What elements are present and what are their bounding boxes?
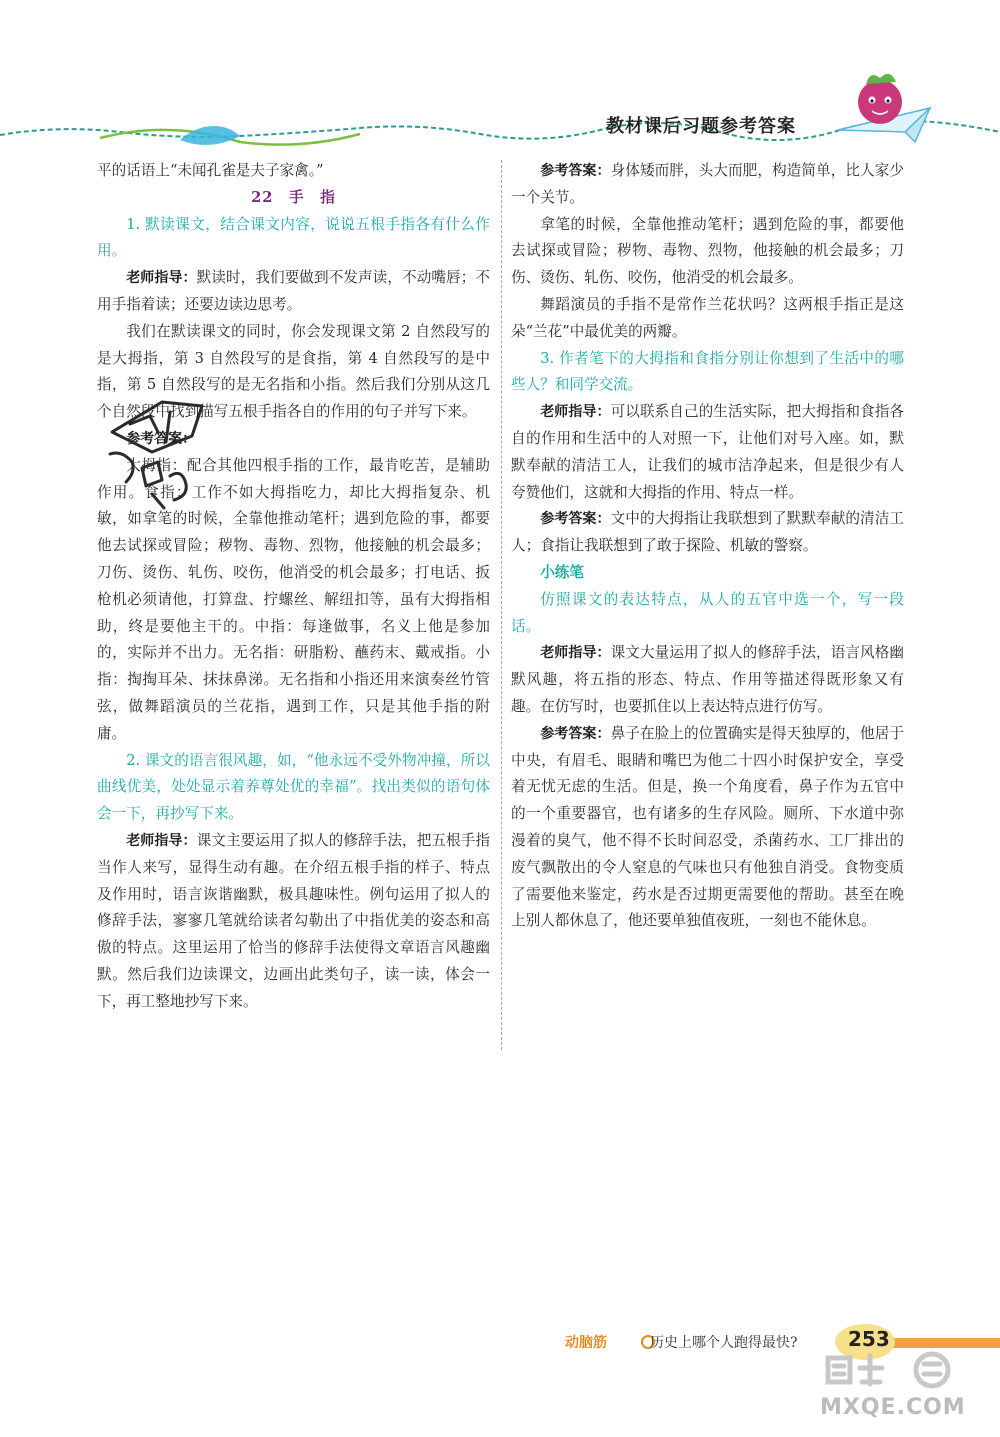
reference-answer — [511, 506, 904, 560]
guidance-text: 课文大量运用了拟人的修辞手法，语言风格幽默风趣，将五指的形态、特点、作用等描述得既形象又有趣。在仿写时，也要抓住以上表达特点进行仿写。 — [511, 644, 904, 715]
paragraph: 大拇指：配合其他四根手指的工作，最肯吃苦，是辅助作用。食指：工作不如大拇指吃力，却比大拇指复杂、机敏，如拿笔的时候，全靠他推动笔杆；遇到危险的事，都要他去试探或冒险；秽物、毒物、烈物，他接触的机会最多；刀伤、烫伤、轧伤、咬伤，他消受的机会最多；打电话、扳枪机必须请他，打算盘、拧螺丝、解纽扣等，虽有大拇指相助，终是要他主干的。中指：每逢做事，名义上他是参加的，实际并不出力。无名指：研脂粉、蘸药末、戴戒指。小指：掏掏耳朵、抹抹鼻涕。无名指和小指还用来演奏丝竹管弦，做舞蹈演员的兰花指，遇到工作，只是其他手指的附庸。 — [97, 456, 490, 742]
label-teacher-guidance: 老师指导： — [540, 404, 611, 421]
leaf-icon — [180, 126, 240, 145]
label-teacher-guidance: 老师指导： — [126, 270, 197, 287]
guidance-text: 可以联系自己的生活实际，把大拇指和食指各自的作用和生活中的人对照一下，让他们对号入座。如，默默奉献的清洁工人，让我们的城市洁净起来，但是很少有人夸赞他们，这就和大拇指的作用、特点一样。 — [511, 403, 904, 501]
page-number: 253 — [848, 1327, 890, 1351]
watermark-logo-icon — [820, 1348, 970, 1390]
footer-brain-label: 动脑筋 — [565, 1335, 607, 1351]
handwritten-stamp-icon — [92, 372, 242, 522]
right-column — [511, 158, 904, 935]
paragraph: 拿笔的时候，全靠他推动笔杆；遇到危险的事，都要他去试探或冒险；秽物、毒物、烈物，他接触的机会最多；刀伤、烫伤、轧伤、咬伤，他消受的机会最多。 — [511, 215, 904, 287]
teacher-guidance — [511, 640, 904, 720]
watermark-url: MXQE.COM — [820, 1395, 966, 1420]
header-title: 教材课后习题参考答案 — [606, 116, 796, 137]
exercise-question: 3. 作者笔下的大拇指和食指分别让你想到了生活中的哪些人？和同学交流。 — [511, 349, 904, 394]
header-wave-decoration — [0, 70, 1000, 160]
label-teacher-guidance: 老师指导： — [540, 645, 611, 662]
section-title: 22 手 指 — [251, 188, 336, 206]
label-teacher-guidance: 老师指导： — [126, 832, 197, 849]
subheading: 小练笔 — [540, 563, 584, 581]
guidance-text: 默读时，我们要做到不发声读，不动嘴唇；不用手指着读；还要边读边思考。 — [97, 269, 490, 313]
column-divider — [501, 160, 502, 1050]
exercise-question: 2. 课文的语言很风趣，如，“他永远不受外物冲撞，所以曲线优美，处处显示着养尊处优的幸福”。找出类似的语句体会一下，再抄写下来。 — [97, 751, 490, 823]
reference-answer — [511, 158, 904, 212]
reference-answer — [511, 721, 904, 935]
footer-bar — [890, 1338, 1000, 1348]
teacher-guidance — [97, 828, 490, 1016]
cartoon-mascot-icon — [858, 80, 902, 124]
exercise-question: 1. 默读课文，结合课文内容，说说五根手指各有什么作用。 — [97, 215, 490, 260]
label-reference-answer: 参考答案： — [540, 163, 611, 179]
label-reference-answer: 参考答案： — [540, 725, 611, 742]
guidance-text: 课文主要运用了拟人的修辞手法，把五根手指当作人来写，显得生动有趣。在介绍五根手指的样子、特点及作用时，语言诙谐幽默，极具趣味性。例句运用了拟人的修辞手法，寥寥几笔就给读者勾勒出了中指优美的姿态和高傲的特点。这里运用了恰当的修辞手法使得文章语言风趣幽默。然后我们边读课文，边画出此类句子，读一读，体会一下，再工整地抄写下来。 — [97, 831, 490, 1010]
teacher-guidance — [97, 265, 490, 319]
footer-question: 历史上哪个人跑得最快? — [650, 1335, 798, 1351]
paragraph: 平的话语上“未闻孔雀是夫子家禽。” — [97, 162, 324, 179]
label-reference-answer: 参考答案： — [540, 511, 611, 528]
paragraph: 我们在默读课文的同时，你会发现课文第 2 自然段写的是大拇指，第 3 自然段写的是食指，第 4 自然段写的是中指，第 5 自然段写的是无名指和小指。然后我们分别从这几个自然段中找到描写五根手指各自的作用的句子并写下来。 — [97, 322, 490, 421]
answer-text: 文中的大拇指让我联想到了默默奉献的清洁工人；食指让我联想到了敢于探险、机敏的警察。 — [511, 510, 904, 555]
page-header — [0, 70, 1000, 160]
label-reference-answer: 参考答案： — [126, 430, 197, 447]
answer-text: 鼻子在脸上的位置确实是得天独厚的，他居于中央，有眉毛、眼睛和嘴巴为他二十四小时保护安全，享受着无忧无虑的生活。但是，换一个角度看，鼻子作为五官中的一个重要器官，也有诸多的生存风险。厕所、下水道中弥漫着的臭气，他不得不长时间忍受，杀菌药水、工厂排出的废气飘散出的令人窒息的气味也只有他独自消受。食物变质了需要他来鉴定，药水是否过期更需要他的帮助。甚至在晚上别人都休息了，他还要单独值夜班，一刻也不能休息。 — [511, 724, 904, 930]
exercise-question: 仿照课文的表达特点，从人的五官中选一个，写一段话。 — [511, 590, 904, 635]
paragraph: 舞蹈演员的手指不是常作兰花状吗？这两根手指正是这朵“兰花”中最优美的两瓣。 — [511, 295, 904, 340]
teacher-guidance — [511, 399, 904, 506]
left-column — [97, 158, 490, 1016]
answer-text: 身体矮而胖，头大而肥，构造简单，比人家少一个关节。 — [511, 162, 904, 206]
